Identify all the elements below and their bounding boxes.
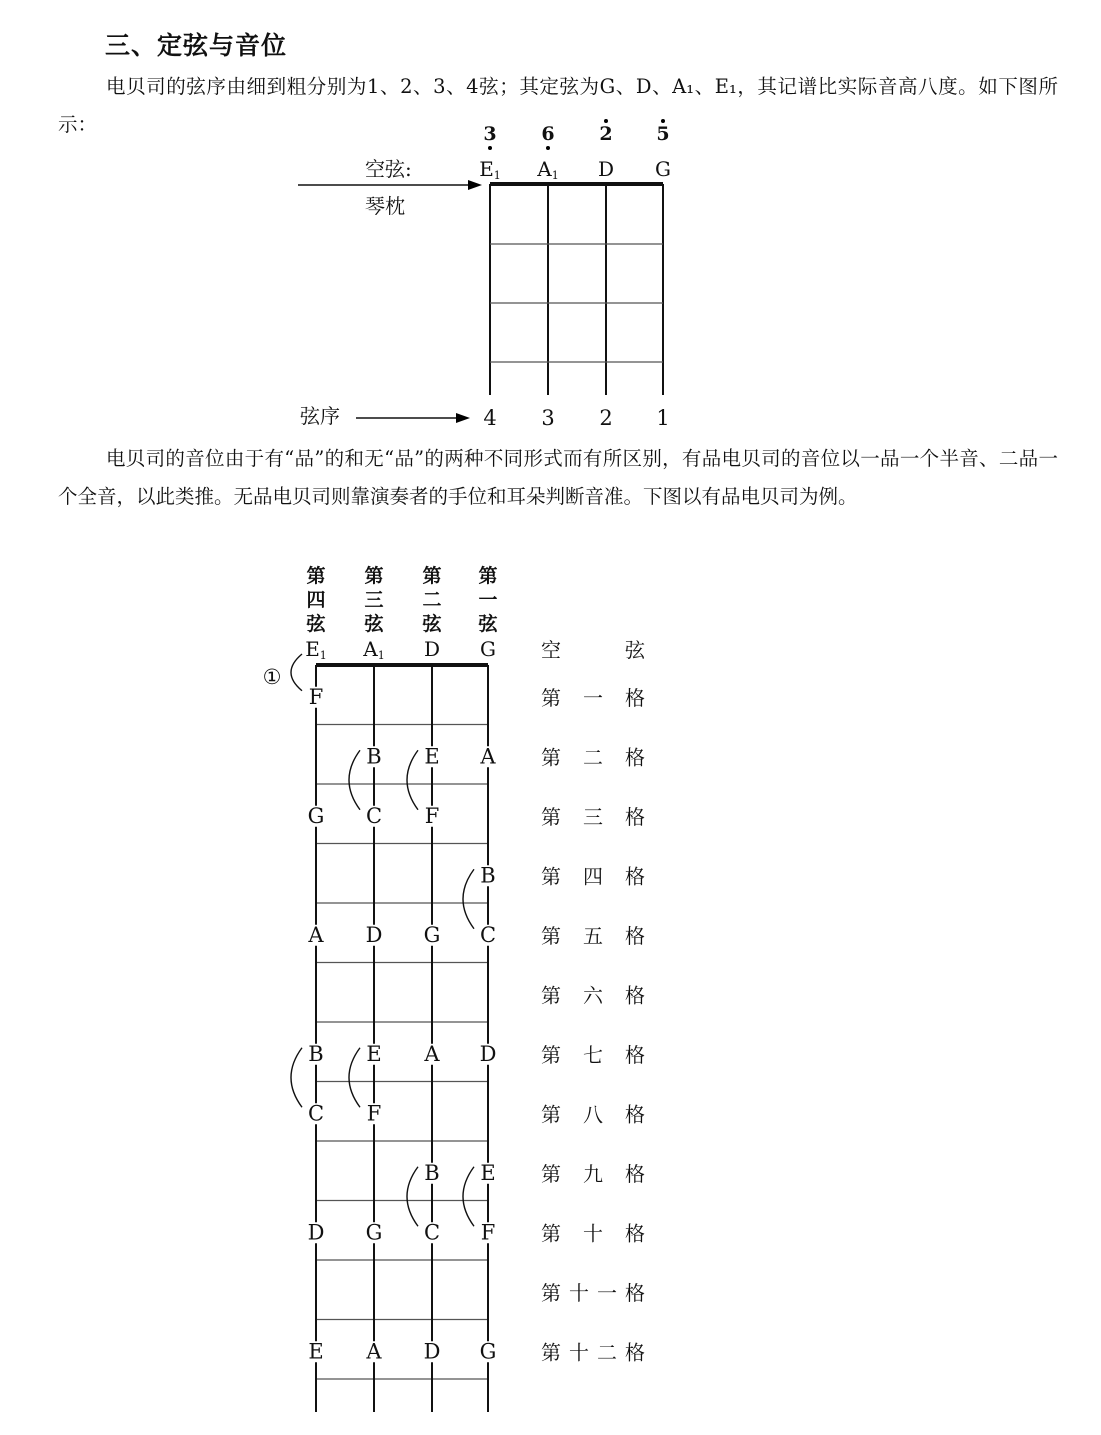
semitone-arc [291, 654, 302, 691]
fret-note: G [479, 1339, 497, 1364]
fret-label-char: 格 [625, 745, 645, 770]
fret-note: A [366, 1339, 382, 1364]
fret-label-char: 第 [541, 1221, 561, 1246]
open-string-note: D [423, 637, 441, 661]
open-string-note: E1 [479, 157, 501, 182]
fret-label-char: 格 [625, 804, 645, 829]
fret-note: B [366, 744, 382, 769]
section-heading: 三、定弦与音位 [105, 31, 288, 60]
string-header-char: 弦 [364, 613, 384, 635]
fret-note: B [308, 1041, 324, 1066]
string-header-char: 弦 [422, 613, 442, 635]
fret-note: D [365, 922, 383, 947]
semitone-marker: ① [262, 665, 282, 689]
fret-label-char: 第 [541, 685, 561, 710]
fret-label-char: 格 [625, 1042, 645, 1067]
semitone-arc [463, 869, 474, 929]
numbered-note: 5 [656, 123, 670, 145]
open-string-note: D [597, 157, 615, 181]
numbered-note: 6 [541, 123, 555, 145]
fret-label-char: 第 [541, 804, 561, 829]
fret-note: A [308, 922, 324, 947]
fret-label-char: 第 [541, 1280, 561, 1305]
semitone-arc [349, 750, 360, 810]
fret-label-char: 格 [625, 983, 645, 1008]
fret-note: B [424, 1160, 440, 1185]
string-order-label: 弦序 [300, 404, 340, 428]
fret-note: F [424, 803, 440, 828]
open-string-note: A1 [363, 637, 385, 662]
fret-note: E [308, 1339, 324, 1364]
string-header-char: 二 [422, 589, 442, 611]
semitone-arc [407, 750, 418, 810]
fret-paragraph: 电贝司的音位由于有“品”的和无“品”的两种不同形式而有所区别，有品电贝司的音位以一品一个半音、二品一个全音，以此类推。无品电贝司则靠演奏者的手位和耳朵判断音准。下图以有品电贝司为例。 [58, 447, 1058, 508]
semitone-arc [463, 1167, 474, 1227]
fret-note: F [480, 1220, 496, 1245]
fret-note: D [479, 1041, 497, 1066]
intro-paragraph: 电贝司的弦序由细到粗分别为1、2、3、4弦；其定弦为G、D、A₁、E₁，其记谱比实际音高八度。如下图所示： [58, 75, 1058, 136]
string-number: 4 [483, 406, 497, 430]
open-string-note: G [480, 637, 496, 661]
fret-note: C [307, 1101, 325, 1126]
string-header-char: 弦 [478, 613, 498, 635]
fret-label-char: 一 [597, 1280, 617, 1305]
fret-label-char: 第 [541, 745, 561, 770]
open-string-note: A1 [537, 157, 559, 182]
fret-note: G [423, 922, 441, 947]
fret-note: E [424, 744, 440, 769]
string-header-char: 一 [478, 589, 498, 611]
fret-label-char: 格 [625, 1161, 645, 1186]
fret-label-char: 三 [583, 804, 603, 829]
fret-label-char: 十 [569, 1280, 589, 1305]
fret-note: E [480, 1160, 496, 1185]
open-string-note: E1 [305, 637, 327, 662]
fret-label-char: 八 [583, 1102, 603, 1127]
nut-label: 琴枕 [365, 194, 405, 218]
fret-label-char: 二 [583, 745, 603, 770]
fret-note: E [366, 1041, 382, 1066]
fret-note: A [480, 744, 496, 769]
string-header-char: 四 [306, 589, 326, 611]
semitone-arc [349, 1048, 360, 1108]
string-number: 3 [541, 406, 555, 430]
fret-note: D [423, 1339, 441, 1364]
fret-note: G [307, 803, 325, 828]
fret-label-char: 七 [583, 1042, 603, 1067]
fret-label-char: 格 [625, 1340, 645, 1365]
string-header-char: 第 [364, 565, 384, 587]
string-number: 2 [599, 406, 613, 430]
fret-label-char: 第 [541, 1102, 561, 1127]
fret-note: F [366, 1101, 382, 1126]
fret-label-char: 空 [541, 638, 561, 662]
string-header-char: 第 [478, 565, 498, 587]
fret-label-char: 九 [583, 1161, 603, 1186]
fret-note: D [307, 1220, 325, 1245]
fret-note: B [480, 863, 496, 888]
fret-label-char: 第 [541, 864, 561, 889]
fret-note: A [424, 1041, 440, 1066]
string-number: 1 [656, 406, 670, 430]
string-header-char: 三 [364, 589, 384, 611]
fret-label-char: 第 [541, 923, 561, 948]
string-header-char: 第 [306, 565, 326, 587]
fret-label-char: 第 [541, 1161, 561, 1186]
semitone-arc [407, 1167, 418, 1227]
fret-label-char: 二 [597, 1340, 617, 1365]
fret-note: C [479, 922, 497, 947]
fret-label-char: 第 [541, 983, 561, 1008]
fret-label-char: 五 [583, 923, 603, 948]
fret-label-char: 四 [583, 864, 603, 889]
semitone-arc [291, 1048, 302, 1108]
fret-label-char: 格 [625, 1280, 645, 1305]
open-string-note: G [655, 157, 671, 181]
numbered-note: 2 [599, 123, 613, 145]
open-string-label: 空弦: [365, 157, 412, 181]
fret-label-char: 第 [541, 1042, 561, 1067]
fret-note: C [423, 1220, 441, 1245]
numbered-note: 3 [483, 123, 497, 145]
string-header-char: 弦 [306, 613, 326, 635]
fret-note: G [365, 1220, 383, 1245]
fret-label-char: 格 [625, 923, 645, 948]
string-header-char: 第 [422, 565, 442, 587]
fret-note: F [308, 684, 324, 709]
fret-label-char: 弦 [625, 638, 645, 662]
fret-label-char: 一 [583, 685, 603, 710]
fret-label-char: 格 [625, 685, 645, 710]
fret-label-char: 第 [541, 1340, 561, 1365]
fret-label-char: 十 [569, 1340, 589, 1365]
fret-label-char: 格 [625, 1102, 645, 1127]
fret-label-char: 十 [583, 1221, 603, 1246]
fret-label-char: 六 [583, 983, 603, 1008]
fret-label-char: 格 [625, 864, 645, 889]
fret-label-char: 格 [625, 1221, 645, 1246]
fret-note: C [365, 803, 383, 828]
